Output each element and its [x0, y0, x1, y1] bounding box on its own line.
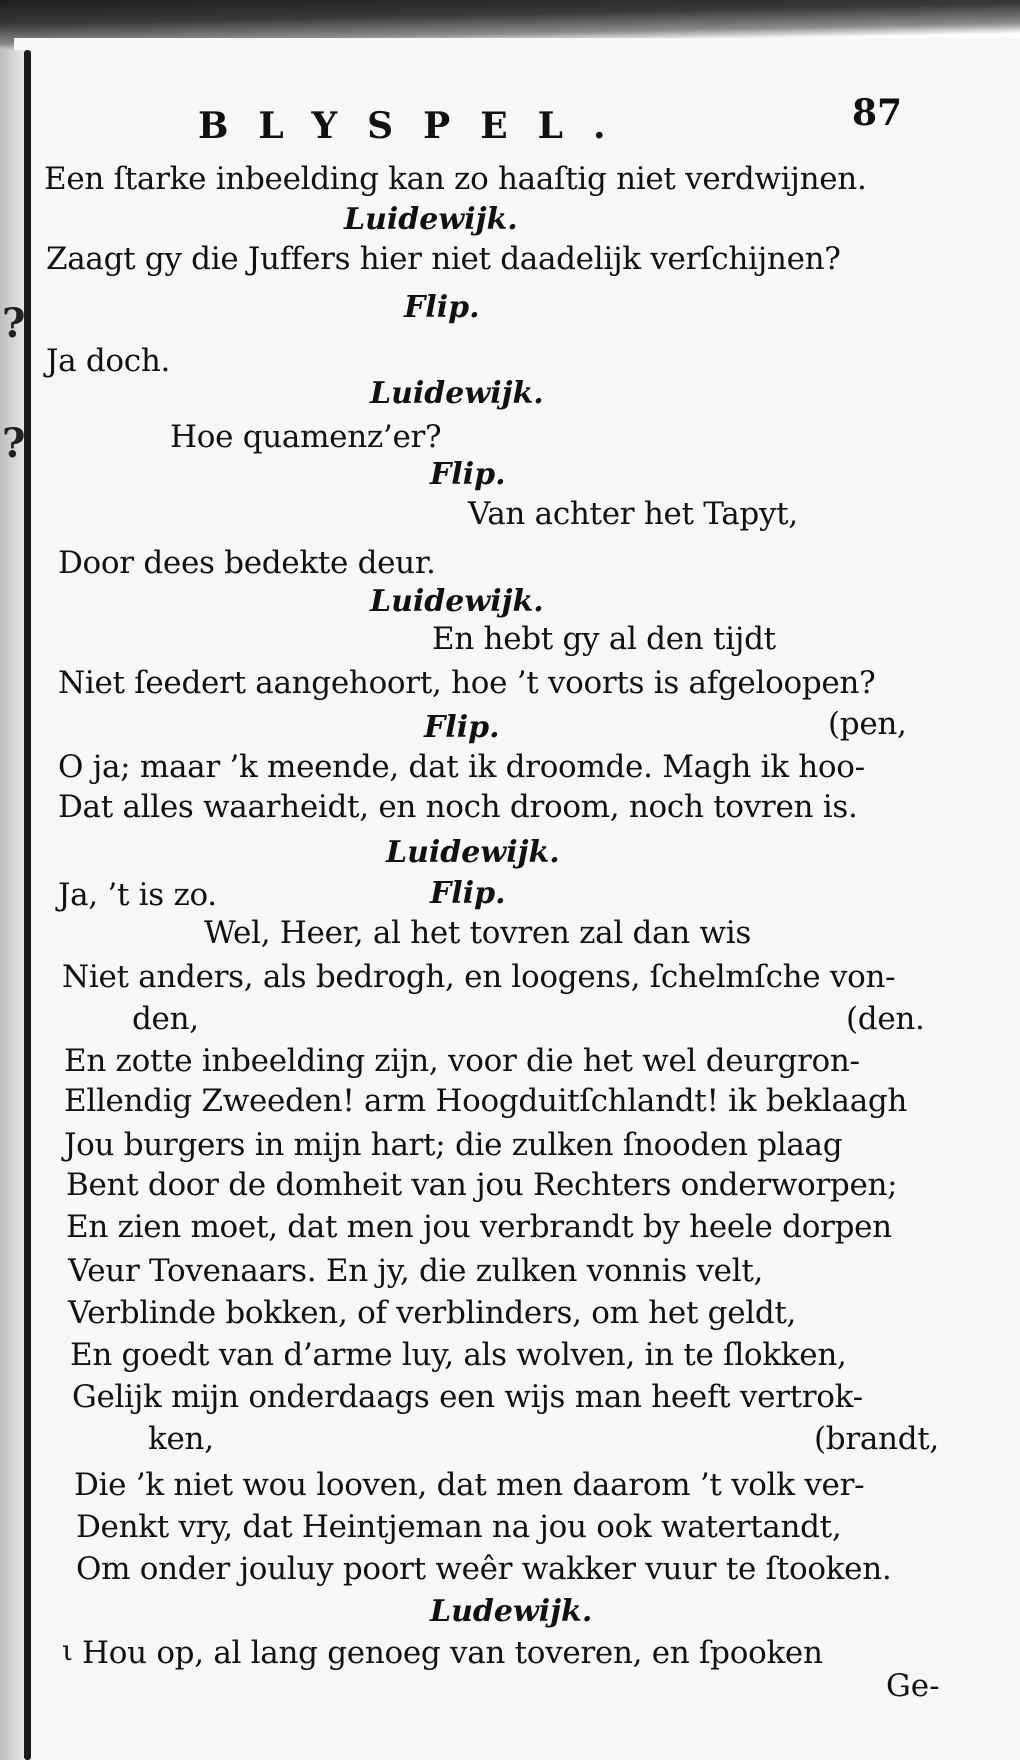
catchword: Ge- [886, 1668, 940, 1704]
speaker-name: Flip. [424, 710, 500, 745]
verse-line: (brandt, [814, 1421, 939, 1457]
verse-line: En zien moet, dat men jou verbrandt by heele dorpen [66, 1209, 892, 1245]
verse-line: Door dees bedekte deur. [58, 545, 436, 581]
verse-line: Ja doch. [46, 343, 171, 379]
speaker-name: Ludewijk. [430, 1594, 593, 1629]
verse-line: En zotte inbeelding zijn, voor die het wel deurgron- [64, 1043, 860, 1079]
verse-line: Om onder jouluy poort weêr wakker vuur te ſtooken. [76, 1551, 892, 1587]
speaker-name: Luidewijk. [370, 376, 544, 411]
speaker-name: Flip. [404, 290, 480, 325]
verse-line: Verblinde bokken, of verblinders, om het geldt, [68, 1295, 797, 1331]
verse-line: Van achter het Tapyt, [468, 496, 798, 532]
verse-line: Bent door de domheit van jou Rechters onderworpen; [66, 1167, 898, 1203]
speaker-name: Luidewijk. [370, 584, 544, 619]
verse-line: En hebt gy al den tijdt [432, 621, 776, 657]
speaker-name: Flip. [430, 876, 506, 911]
verse-line: Hoe quamenz’er? [170, 419, 442, 455]
verse-line: O ja; maar ’k meende, dat ik droomde. Magh ik hoo- [58, 749, 865, 785]
verse-line: Hou op, al lang genoeg van toveren, en ſpooken [82, 1635, 823, 1671]
verse-line: Niet ſeedert aangehoort, hoe ’t voorts is afgeloopen? [58, 665, 876, 701]
verse-line: (den. [846, 1001, 925, 1037]
verse-line: Zaagt gy die Juffers hier niet daadelijk verſchijnen? [46, 241, 841, 277]
verse-line: (pen, [828, 706, 907, 742]
verse-line: Dat alles waarheidt, en noch droom, noch tovren is. [58, 789, 858, 825]
stray-ink-mark: ι [62, 1634, 73, 1667]
verse-line: Een ſtarke inbeelding kan zo haaſtig niet verdwijnen. [44, 161, 867, 197]
page-number: 87 [852, 92, 903, 134]
verse-line: Veur Tovenaars. En jy, die zulken vonnis velt, [68, 1253, 764, 1289]
margin-bleed-mark: ? [2, 420, 26, 467]
verse-line: den, [132, 1001, 199, 1037]
verse-line: En goedt van d’arme luy, als wolven, in te ſlokken, [70, 1337, 847, 1373]
speaker-name: Flip. [430, 457, 506, 492]
verse-line: Ja, ’t is zo. [58, 877, 217, 913]
margin-bleed-mark: ? [2, 300, 26, 347]
speaker-name: Luidewijk. [344, 202, 518, 237]
verse-line: Denkt vry, dat Heintjeman na jou ook watertandt, [76, 1509, 842, 1545]
verse-line: Gelijk mijn onderdaags een wijs man heeft vertrok- [72, 1379, 863, 1415]
verse-line: Ellendig Zweeden! arm Hoogduitſchlandt! ik beklaagh [64, 1083, 908, 1119]
verse-line: Wel, Heer, al het tovren zal dan wis [204, 915, 751, 951]
verse-line: Die ’k niet wou looven, dat men daarom ’t volk ver- [74, 1467, 865, 1503]
verse-line: Jou burgers in mijn hart; die zulken ſnooden plaag [64, 1127, 843, 1163]
verse-line: Niet anders, als bedrogh, en loogens, ſchelmſche von- [62, 959, 896, 995]
speaker-name: Luidewijk. [386, 835, 560, 870]
running-head: BLYSPEL. [198, 105, 636, 147]
verse-line: ken, [148, 1421, 214, 1457]
